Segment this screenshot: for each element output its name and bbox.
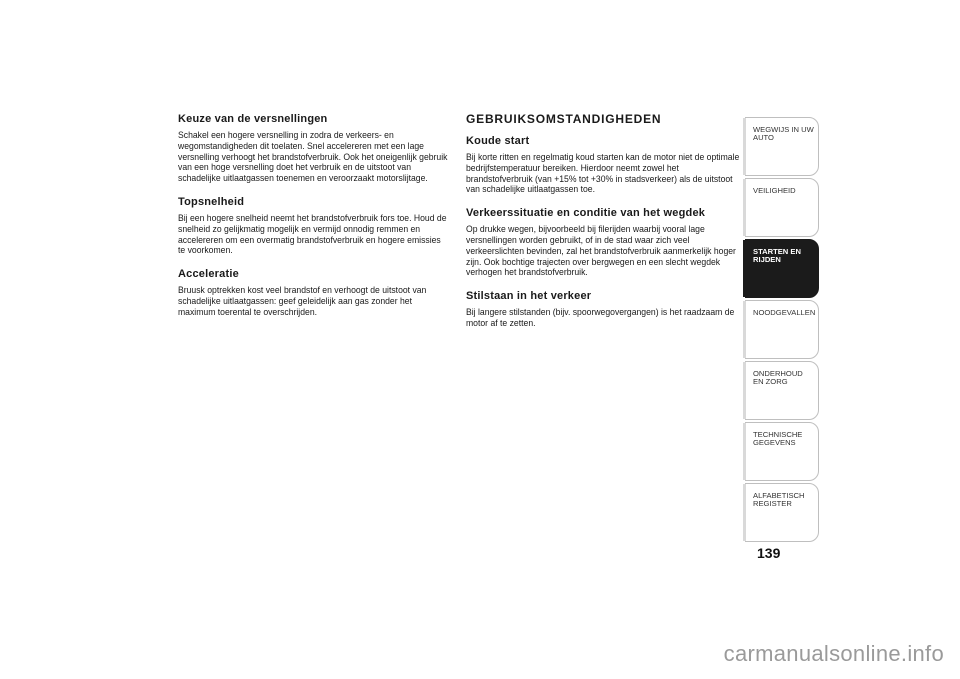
- section-text-verkeerssituatie: Op drukke wegen, bijvoorbeeld bij filerijden waarbij vooral lage versnellingen worden gebruikt, of in de stad waar zich veel verkeerslichten bevinden, zal het brandstofverbruik aanmerkelijk hoger zijn. Ook bochtige trajecten over bergwegen en een slecht wegdek verhogen het brandstofverbruik.: [466, 223, 736, 278]
- section-text-keuze: Schakel een hogere versnelling in zodra de verkeers- en wegomstandigheden dit toelaten. Snel accelereren met een lage versnelling verhoogt het brandstofverbruik. Ook het oneigenlijk gebruik van een hoge versnelling doet het verbruik en de uitstoot van schadelijke uitlaatgassen toenemen en veroorzaakt motorslijtage.: [178, 129, 448, 184]
- section-title-koude-start: Koude start: [466, 135, 530, 147]
- section-text-koude-start: Bij korte ritten en regelmatig koud starten kan de motor niet de optimale bedrijfstemperatuur bereiken. Hierdoor neemt zowel het brandstofverbruik (van +15% tot +30% in stadsverkeer) als de uitstoot van schadelijke uitlaatgassen toe.: [466, 151, 740, 195]
- section-title-acceleratie: Acceleratie: [178, 268, 239, 281]
- page-number: 139: [757, 545, 781, 561]
- chapter-heading: GEBRUIKSOMSTANDIGHEDEN: [466, 112, 662, 126]
- tab-noodgevallen[interactable]: NOODGEVALLEN: [745, 300, 819, 359]
- tab-wegwijs[interactable]: WEGWIJS IN UW AUTO: [745, 117, 819, 176]
- chapter-tabs: [745, 117, 819, 544]
- right-column: [466, 112, 742, 340]
- section-title-keuze: Keuze van de versnellingen: [178, 113, 328, 125]
- tab-veiligheid[interactable]: VEILIGHEID: [745, 178, 819, 237]
- section-title-verkeerssituatie: Verkeerssituatie en conditie van het wegdek: [466, 207, 706, 220]
- tab-onderhoud[interactable]: ONDERHOUD EN ZORG: [745, 361, 819, 420]
- section-title-topsnelheid: Topsnelheid: [178, 195, 245, 208]
- section-text-acceleratie: Bruusk optrekken kost veel brandstof en verhoogt de uitstoot van schadelijke uitlaatgassen: geef geleidelijk aan gas zonder het maximum toerental te overschrijden.: [178, 284, 427, 317]
- section-text-topsnelheid: Bij een hogere snelheid neemt het brandstofverbruik fors toe. Houd de snelheid zo gelijkmatig mogelijk en vermijd onnodig remmen en accelereren om een overmatig brandstofverbruik en hogere emissies te voorkomen.: [178, 211, 447, 256]
- tab-alfabetisch-register[interactable]: ALFABETISCH REGISTER: [745, 483, 819, 542]
- tab-technische-gegevens[interactable]: TECHNISCHE GEGEVENS: [745, 422, 819, 481]
- section-title-stilstaan: Stilstaan in het verkeer: [466, 290, 592, 303]
- left-column: [178, 112, 450, 329]
- tab-starten-en-rijden[interactable]: STARTEN EN RIJDEN: [745, 239, 819, 298]
- watermark: carmanualsonline.info: [723, 641, 944, 666]
- section-text-stilstaan: Bij langere stilstanden (bijv. spoorwegovergangen) is het raadzaam de motor af te zetten.: [466, 306, 735, 328]
